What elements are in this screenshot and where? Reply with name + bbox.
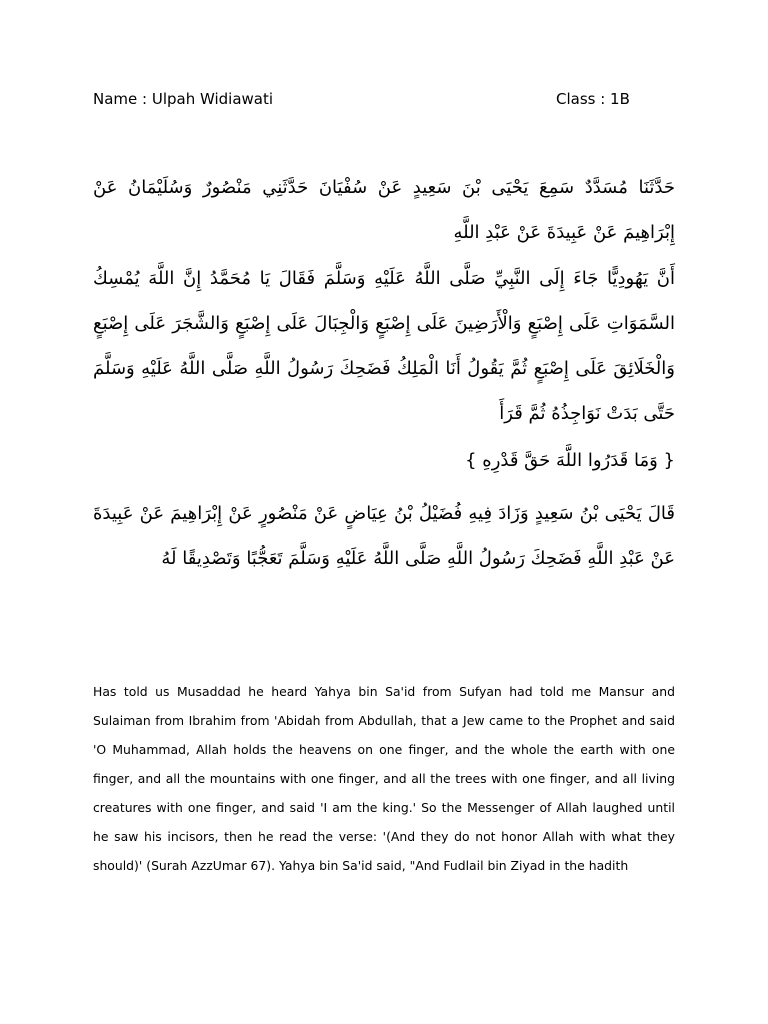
arabic-matn-paragraph: أَنَّ يَهُودِيًّا جَاءَ إِلَى النَّبِيِّ صَلَّى اللَّهُ عَلَيْهِ وَسَلَّمَ فَقَالَ يَا مُحَمَّدُ إِنَّ اللَّهَ يُمْسِكُ السَّمَوَاتِ عَلَى إِصْبَعٍ وَالْأَرَضِينَ عَلَى إِصْبَعٍ وَالْجِبَالَ عَلَى إِصْبَعٍ وَالشَّجَرَ عَلَى إِصْبَعٍ وَالْخَلَائِقَ عَلَى إِصْبَعٍ ثُمَّ يَقُولُ أَنَا الْمَلِكُ فَضَحِكَ رَسُولُ اللَّهِ صَلَّى اللَّهُ عَلَيْهِ وَسَلَّمَ حَتَّى بَدَتْ نَوَاجِذُهُ ثُمَّ قَرَأَ [93,268,675,424]
arabic-verse-paragraph: { وَمَا قَدَرُوا اللَّهَ حَقَّ قَدْرِهِ } [465,450,675,471]
arabic-addition-paragraph: قَالَ يَحْيَى بْنُ سَعِيدٍ وَزَادَ فِيهِ فُضَيْلُ بْنُ عِيَاضٍ عَنْ مَنْصُورٍ عَنْ إِبْرَاهِيمَ عَنْ عَبِيدَةَ عَنْ عَبْدِ اللَّهِ فَضَحِكَ رَسُولُ اللَّهِ صَلَّى اللَّهُ عَلَيْهِ وَسَلَّمَ تَعَجُّبًا وَتَصْدِيقًا لَهُ [93,503,675,569]
student-name: Name : Ulpah Widiawati [93,90,274,108]
document-header [93,88,675,110]
student-class: Class : 1B [556,90,630,108]
english-translation-paragraph: Has told us Musaddad he heard Yahya bin Sa'id from Sufyan had told me Mansur and Sulaiman from Ibrahim from 'Abidah from Abdullah, that a Jew came to the Prophet and said 'O Muhammad, Allah holds the heavens on one finger, and the whole the earth with one finger, and all the mountains with one finger, and all the trees with one finger, and all living creatures with one finger, and said 'I am the king.' So the Messenger of Allah laughed until he saw his incisors, then he read the verse: '(And they do not honor Allah with what they should)' (Surah AzzUmar 67). Yahya bin Sa'id said, "And Fudlail bin Ziyad in the hadith [93,684,675,873]
arabic-sanad-paragraph: حَدَّثَنَا مُسَدَّدٌ سَمِعَ يَحْيَى بْنَ سَعِيدٍ عَنْ سُفْيَانَ حَدَّثَنِي مَنْصُورٌ وَسُلَيْمَانُ عَنْ إِبْرَاهِيمَ عَنْ عَبِيدَةَ عَنْ عَبْدِ اللَّهِ [93,177,675,243]
